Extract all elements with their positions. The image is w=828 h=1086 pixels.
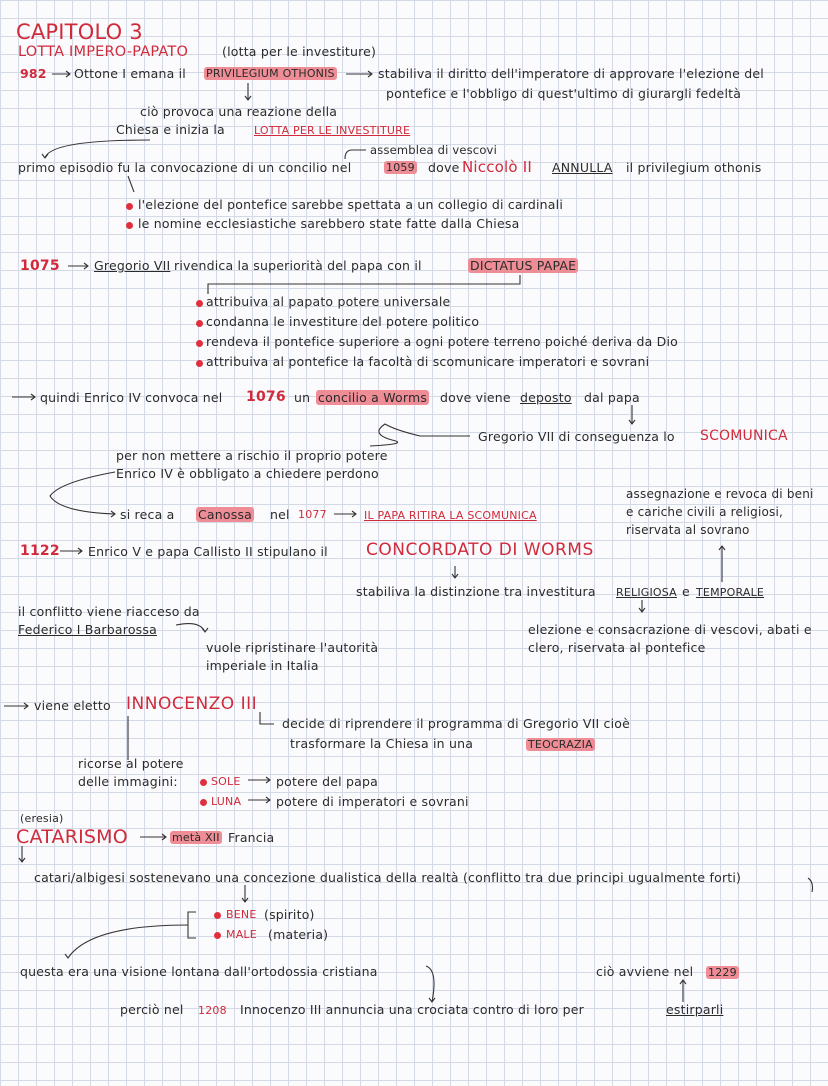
- text-concordato: CONCORDATO DI WORMS: [366, 540, 594, 560]
- bullet-dot: [200, 779, 207, 786]
- text-gregorio-conseguenza: Gregorio VII di conseguenza lo: [478, 429, 675, 444]
- page-title: CAPITOLO 3: [16, 20, 143, 44]
- text-innocenzo: INNOCENZO III: [126, 694, 258, 714]
- hl-concilio-worms: concilio a Worms: [318, 390, 428, 405]
- arrow-right-end: [808, 878, 813, 892]
- text-provoca: ciò provoca una reazione della: [140, 104, 338, 119]
- text-avviene: ciò avviene nel: [596, 964, 694, 979]
- text-non-mettere: per non mettere a rischio il proprio potere: [116, 448, 388, 463]
- year-982: 982: [20, 66, 47, 81]
- text-spirito: (spirito): [264, 907, 315, 922]
- bullet-dot: [196, 340, 203, 347]
- year-1077: 1077: [298, 508, 327, 521]
- text-catarismo: CATARISMO: [16, 826, 128, 848]
- text-viene-eletto: viene eletto: [34, 698, 111, 713]
- text-dove-viene: dove viene: [440, 390, 511, 405]
- text-cariche: e cariche civili a religiosi,: [626, 505, 784, 519]
- bullet-dot: [196, 320, 203, 327]
- bullet-dot: [196, 360, 203, 367]
- text-assegnazione: assegnazione e revoca di beni: [626, 487, 814, 501]
- text-barbarossa: Federico I Barbarossa: [18, 622, 157, 637]
- arrow-innocenzo: [4, 703, 28, 709]
- text-riservata-sovrano: riservata al sovrano: [626, 523, 750, 537]
- text-trasformare: trasformare la Chiesa in una: [290, 736, 474, 751]
- bullet-dot: [200, 799, 207, 806]
- text-niccolo: Niccolò II: [462, 158, 533, 176]
- bullet-dot: [126, 203, 133, 210]
- text-visione: questa era una visione lontana dall'ortodossia cristiana: [20, 964, 378, 979]
- year-1122: 1122: [20, 543, 60, 559]
- year-1075: 1075: [20, 258, 60, 274]
- bullet-elezione: l'elezione del pontefice sarebbe spettata a un collegio di cardinali: [138, 197, 564, 212]
- text-immagini: delle immagini:: [78, 774, 178, 789]
- arrow-religiosa-down: [639, 600, 645, 612]
- text-crociata: Innocenzo III annuncia una crociata contro di loro per: [240, 1002, 584, 1017]
- text-dal-papa: dal papa: [584, 390, 640, 405]
- year-1208: 1208: [198, 1004, 227, 1017]
- year-1076: 1076: [246, 389, 286, 405]
- text-percio: perciò nel: [120, 1002, 184, 1017]
- hl-dictatus: DICTATUS PAPAE: [470, 258, 577, 273]
- text-elezione-vescovi: elezione e consacrazione di vescovi, abati e: [528, 622, 812, 637]
- bullet-facolta: attribuiva al pontefice la facoltà di scomunicare imperatori e sovrani: [206, 354, 650, 369]
- text-e: e: [682, 584, 690, 599]
- text-gregorio: Gregorio VII: [94, 258, 171, 273]
- arrow-to-primo: [42, 140, 150, 158]
- arrow-deposto-down: [629, 405, 635, 424]
- bracket-bene-male: [188, 912, 196, 938]
- arrow-1122: [60, 548, 82, 554]
- arrow-privilegium: [346, 71, 372, 77]
- text-temporale: TEMPORALE: [696, 586, 765, 599]
- text-ottone: Ottone I emana il: [74, 66, 186, 81]
- arrow-1075: [68, 263, 88, 269]
- text-scomunica: SCOMUNICA: [700, 428, 788, 444]
- arrow-quindi: [12, 394, 35, 400]
- bullet-dot: [214, 912, 221, 919]
- text-sole: SOLE: [211, 775, 241, 788]
- text-deposto: deposto: [520, 390, 572, 405]
- text-clero: clero, riservata al pontefice: [528, 640, 706, 655]
- arrow-concordato-down: [452, 566, 458, 578]
- section-heading: LOTTA IMPERO-PAPATO: [18, 44, 189, 60]
- text-enrico-callisto: Enrico V e papa Callisto II stipulano il: [88, 544, 328, 559]
- bullet-attribuiva-papato: attribuiva al papato potere universale: [206, 294, 451, 309]
- bullet-dot: [196, 300, 203, 307]
- bullet-condanna: condanna le investiture del potere politico: [206, 314, 480, 329]
- arrow-catari-down: [242, 885, 248, 902]
- text-distinzione: stabiliva la distinzione tra investitura: [356, 584, 596, 599]
- text-ricorse: ricorse al potere: [78, 756, 184, 771]
- text-male: MALE: [226, 928, 257, 941]
- text-potere-papa: potere del papa: [276, 774, 378, 789]
- text-privilegium-othonis: il privilegium othonis: [626, 160, 762, 175]
- arrow-questa-down: [426, 966, 435, 1002]
- hl-teocrazia: TEOCRAZIA: [528, 738, 593, 751]
- text-dove: dove: [428, 160, 460, 175]
- arrow-barbarossa: [176, 624, 208, 632]
- year-1229: 1229: [708, 966, 737, 979]
- text-conflitto: il conflitto viene riacceso da: [18, 604, 200, 619]
- arrow-sole: [248, 777, 270, 783]
- text-si-reca: si reca a: [120, 507, 175, 522]
- text-luna: LUNA: [211, 795, 242, 808]
- arrow-decide: [260, 712, 274, 724]
- arrow-enrico-loop: [50, 472, 115, 517]
- text-ritira-scomunica: IL PAPA RITIRA LA SCOMUNICA: [364, 509, 537, 522]
- arrow-gregorio-loop: [370, 424, 470, 446]
- bullet-dot: [214, 932, 221, 939]
- arrow-down-bullets: [128, 176, 134, 192]
- bullet-nomine: le nomine ecclesiastiche sarebbero state fatte dalla Chiesa: [138, 216, 520, 231]
- hl-privilegium: PRIVILEGIUM OTHONIS: [206, 67, 335, 80]
- arrow-982: [52, 71, 70, 77]
- text-potere-imperatori: potere di imperatori e sovrani: [276, 794, 469, 809]
- text-annulla: ANNULLA: [552, 160, 613, 175]
- text-pontefice: pontefice e l'obbligo di quest'ultimo di giurargli fedeltà: [386, 86, 742, 101]
- text-nel: nel: [270, 507, 290, 522]
- arrow-dictatus-down: [208, 275, 520, 294]
- bullet-dot: [126, 222, 133, 229]
- arrow-to-questa: [65, 925, 188, 958]
- text-obbligato: Enrico IV è obbligato a chiedere perdono: [116, 466, 379, 481]
- text-bene: BENE: [226, 908, 257, 921]
- text-imperiale: imperiale in Italia: [206, 658, 319, 673]
- text-un: un: [294, 390, 311, 405]
- bullet-rendeva: rendeva il pontefice superiore a ogni potere terreno poiché deriva da Dio: [206, 334, 678, 349]
- arrow-avviene-up: [680, 980, 686, 1002]
- text-rivendica: rivendica la superiorità del papa con il: [174, 258, 422, 273]
- text-vescovi: assemblea di vescovi: [370, 143, 497, 157]
- text-materia: (materia): [268, 927, 329, 942]
- arrow-1077: [334, 511, 356, 517]
- arrow-down-reaction: [245, 83, 251, 100]
- arrow-luna: [248, 797, 270, 803]
- text-catari: catari/albigesi sostenevano una concezione dualistica della realtà (conflitto tra due principi ugualmente forti): [34, 870, 742, 885]
- text-decide: decide di riprendere il programma di Gregorio VII cioè: [282, 716, 631, 731]
- year-1059: 1059: [386, 161, 415, 174]
- text-primo-episodio: primo episodio fu la convocazione di un concilio nel: [18, 160, 352, 175]
- text-stabiliva: stabiliva il diritto dell'imperatore di approvare l'elezione del: [378, 66, 764, 81]
- text-ripristinare: vuole ripristinare l'autorità: [206, 640, 379, 655]
- text-lotta-investiture: LOTTA PER LE INVESTITURE: [254, 124, 411, 137]
- text-estirparli: estirparli: [666, 1002, 724, 1017]
- section-heading-paren: (lotta per le investiture): [222, 44, 377, 59]
- text-religiosa: RELIGIOSA: [616, 586, 677, 599]
- hl-canossa: Canossa: [198, 507, 253, 522]
- text-francia: Francia: [228, 830, 275, 845]
- text-quindi: quindi Enrico IV convoca nel: [40, 390, 223, 405]
- text-eresia: (eresia): [20, 812, 64, 825]
- hl-meta-xii: metà XII: [172, 831, 220, 844]
- arrow-vescovi: [345, 150, 366, 159]
- arrow-catarismo: [140, 834, 166, 840]
- arrow-catarismo-down: [19, 846, 25, 862]
- arrow-temporale-up: [719, 546, 725, 582]
- text-chiesa: Chiesa e inizia la: [116, 122, 225, 137]
